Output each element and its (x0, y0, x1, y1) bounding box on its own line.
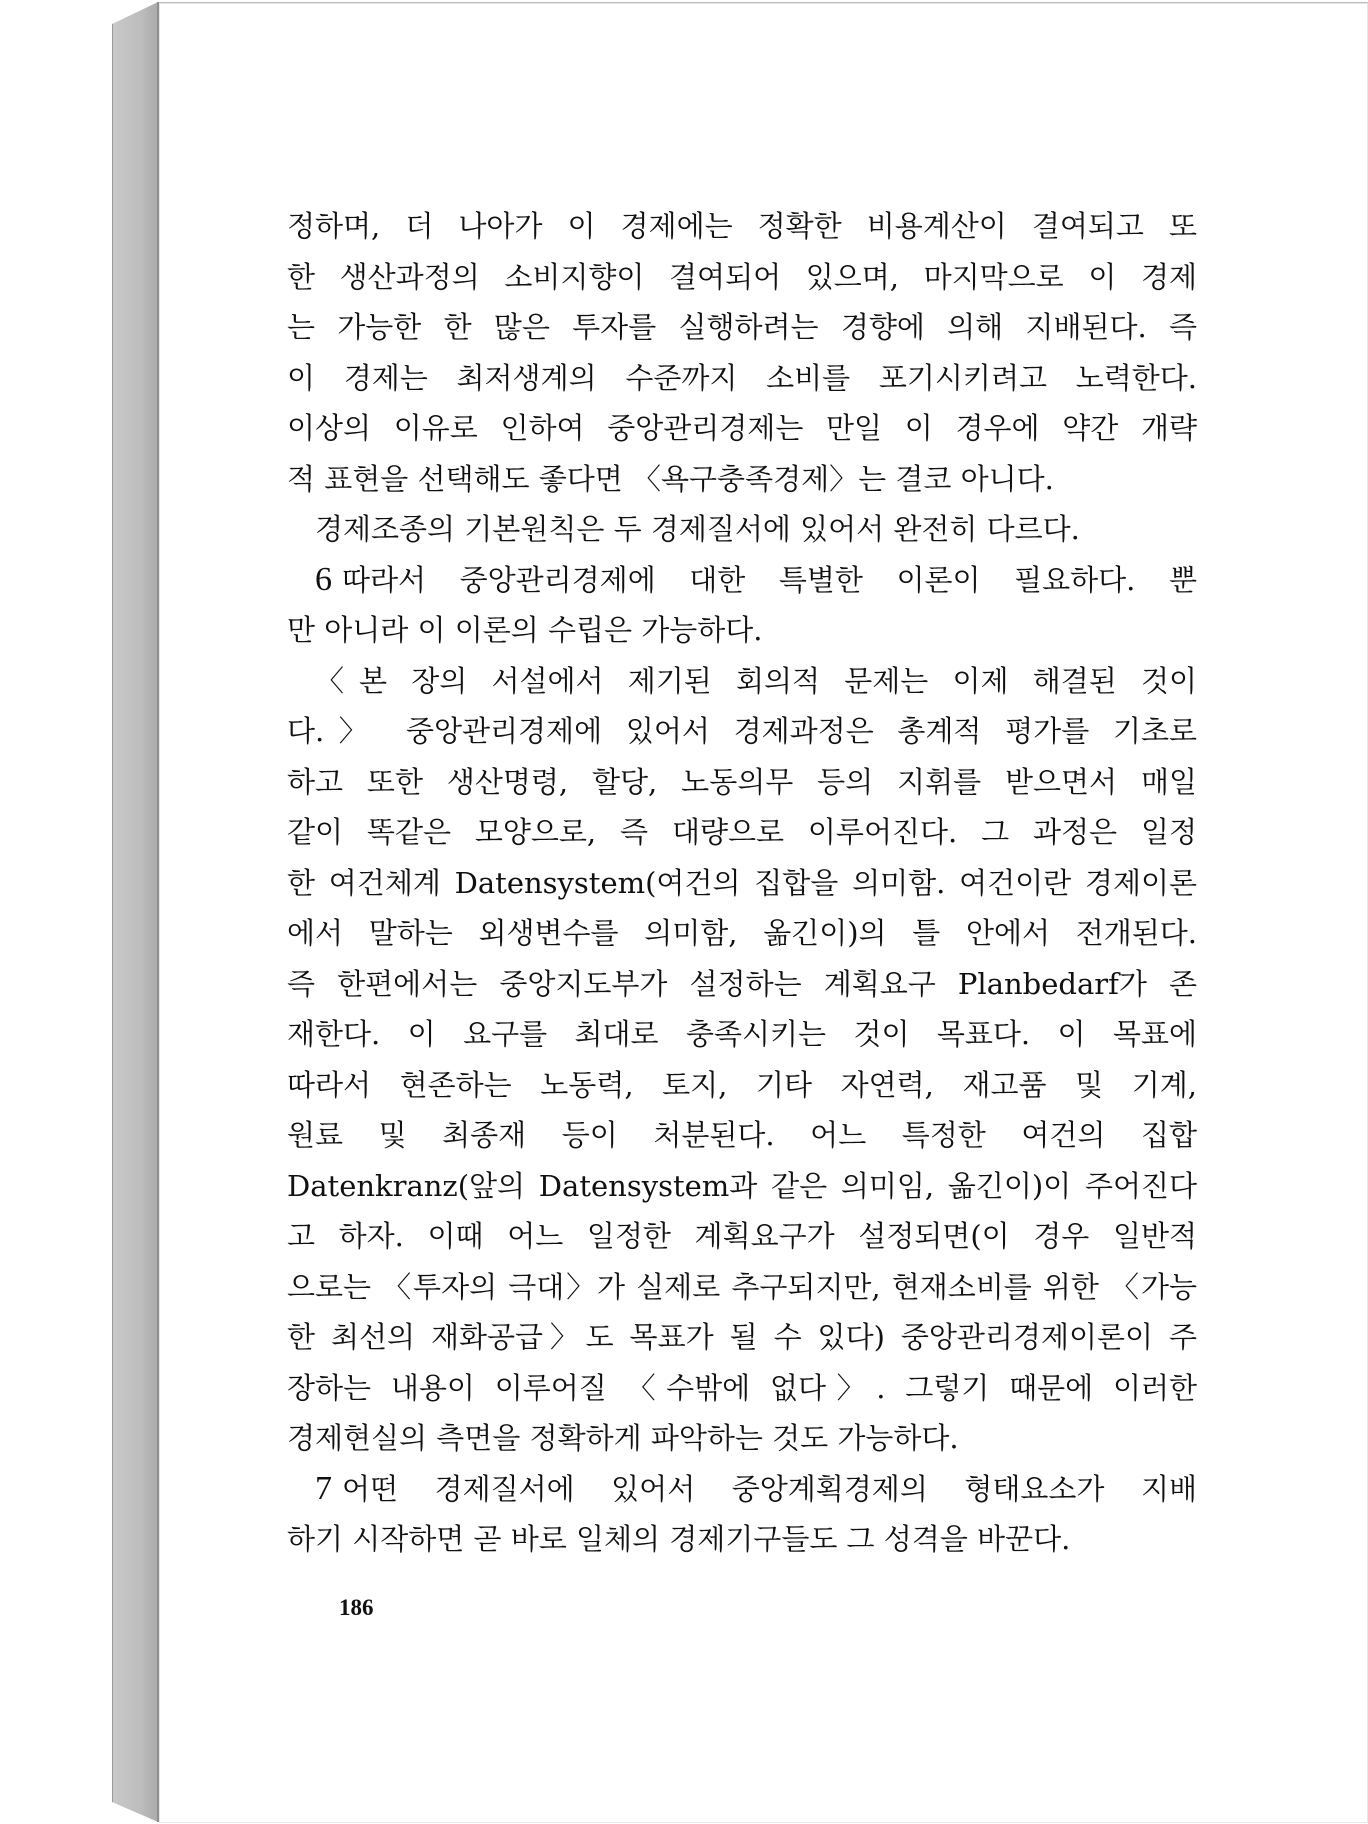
line-text: 다.〉 중앙관리경제에 있어서 경제과정은 총계적 평가를 기초로 (287, 714, 1197, 748)
line-text: 정하며, 더 나아가 이 경제에는 정확한 비용계산이 결여되고 또 (287, 209, 1197, 243)
text-line (287, 403, 1197, 454)
text-line (287, 1161, 1197, 1212)
line-text: 적 표현을 선택해도 좋다면 〈욕구충족경제〉는 결코 아니다. (287, 461, 1054, 496)
book-page (159, 2, 1368, 1823)
text-line (287, 1312, 1197, 1363)
line-text: 한 여건체계 Datensystem(여건의 집합을 의미함. 여건이란 경제이론 (287, 865, 1197, 900)
text-line (287, 504, 1197, 555)
line-text: 한 최선의 재화공급〉도 목표가 될 수 있다) 중앙관리경제이론이 주 (287, 1320, 1197, 1354)
line-text: 어떤 경제질서에 있어서 중앙계획경제의 형태요소가 지배 (342, 1471, 1197, 1506)
text-line (287, 1363, 1197, 1414)
book (112, 2, 1368, 1824)
text-line (287, 1211, 1197, 1262)
line-text: 하고 또한 생산명령, 할당, 노동의무 등의 지휘를 받으면서 매일 (287, 764, 1197, 799)
section-number: 7 (315, 1469, 332, 1507)
text-line (287, 1060, 1197, 1111)
line-text: 같이 똑같은 모양으로, 즉 대량으로 이루어진다. 그 과정은 일정 (287, 815, 1197, 849)
book-spine (112, 2, 159, 1822)
line-text: 즉 한편에서는 중앙지도부가 설정하는 계획요구 Planbedarf가 존 (287, 966, 1197, 1001)
line-text: 만 아니라 이 이론의 수립은 가능하다. (287, 613, 763, 647)
text-line (287, 656, 1197, 707)
text-line (287, 908, 1197, 959)
text-line (287, 959, 1197, 1010)
line-text: Datenkranz(앞의 Datensystem과 같은 의미임, 옮긴이)이 주어진다 (287, 1168, 1197, 1203)
text-line (287, 858, 1197, 909)
text-line (287, 302, 1197, 353)
line-text: 따라서 중앙관리경제에 대한 특별한 이론이 필요하다. 뿐 (342, 562, 1197, 597)
page-body (287, 201, 1197, 1565)
line-text: 으로는 〈투자의 극대〉가 실제로 추구되지만, 현재소비를 위한 〈가능 (287, 1269, 1197, 1304)
line-text: 고 하자. 이때 어느 일정한 계획요구가 설정되면(이 경우 일반적 (287, 1219, 1197, 1253)
line-text: 경제조종의 기본원칙은 두 경제질서에 있어서 완전히 다르다. (315, 512, 1080, 546)
page-number: 186 (339, 1595, 374, 1620)
line-text: 따라서 현존하는 노동력, 토지, 기타 자연력, 재고품 및 기계, (287, 1067, 1197, 1102)
line-text: 한 생산과정의 소비지향이 결여되어 있으며, 마지막으로 이 경제 (287, 259, 1197, 294)
text-line (287, 252, 1197, 303)
line-text: 는 가능한 한 많은 투자를 실행하려는 경향에 의해 지배된다. 즉 (287, 310, 1197, 344)
text-line (287, 201, 1197, 252)
text-line (287, 706, 1197, 757)
line-text: 에서 말하는 외생변수를 의미함, 옮긴이)의 틀 안에서 전개된다. (287, 916, 1197, 950)
line-text: 장하는 내용이 이루어질 〈수밖에 없다〉. 그렇기 때문에 이러한 (287, 1370, 1197, 1405)
text-line (287, 1464, 1197, 1515)
text-line (287, 454, 1197, 505)
text-line (287, 605, 1197, 656)
text-line (287, 1514, 1197, 1565)
line-text: 재한다. 이 요구를 최대로 충족시키는 것이 목표다. 이 목표에 (287, 1017, 1197, 1051)
line-text: 원료 및 최종재 등이 처분된다. 어느 특정한 여건의 집합 (287, 1118, 1197, 1152)
text-line (287, 1110, 1197, 1161)
text-line (287, 1009, 1197, 1060)
text-line (287, 555, 1197, 606)
line-text: 경제현실의 측면을 정확하게 파악하는 것도 가능하다. (287, 1421, 959, 1455)
line-text: 하기 시작하면 곧 바로 일체의 경제기구들도 그 성격을 바꾼다. (287, 1522, 1071, 1556)
text-line (287, 1262, 1197, 1313)
line-text: 〈본 장의 서설에서 제기된 회의적 문제는 이제 해결된 것이 (315, 663, 1197, 698)
line-text: 이상의 이유로 인하여 중앙관리경제는 만일 이 경우에 약간 개략 (287, 411, 1197, 445)
text-line (287, 807, 1197, 858)
line-text: 이 경제는 최저생계의 수준까지 소비를 포기시키려고 노력한다. (287, 360, 1197, 395)
text-line (287, 353, 1197, 404)
text-line (287, 1413, 1197, 1464)
text-line (287, 757, 1197, 808)
section-number: 6 (315, 560, 332, 598)
